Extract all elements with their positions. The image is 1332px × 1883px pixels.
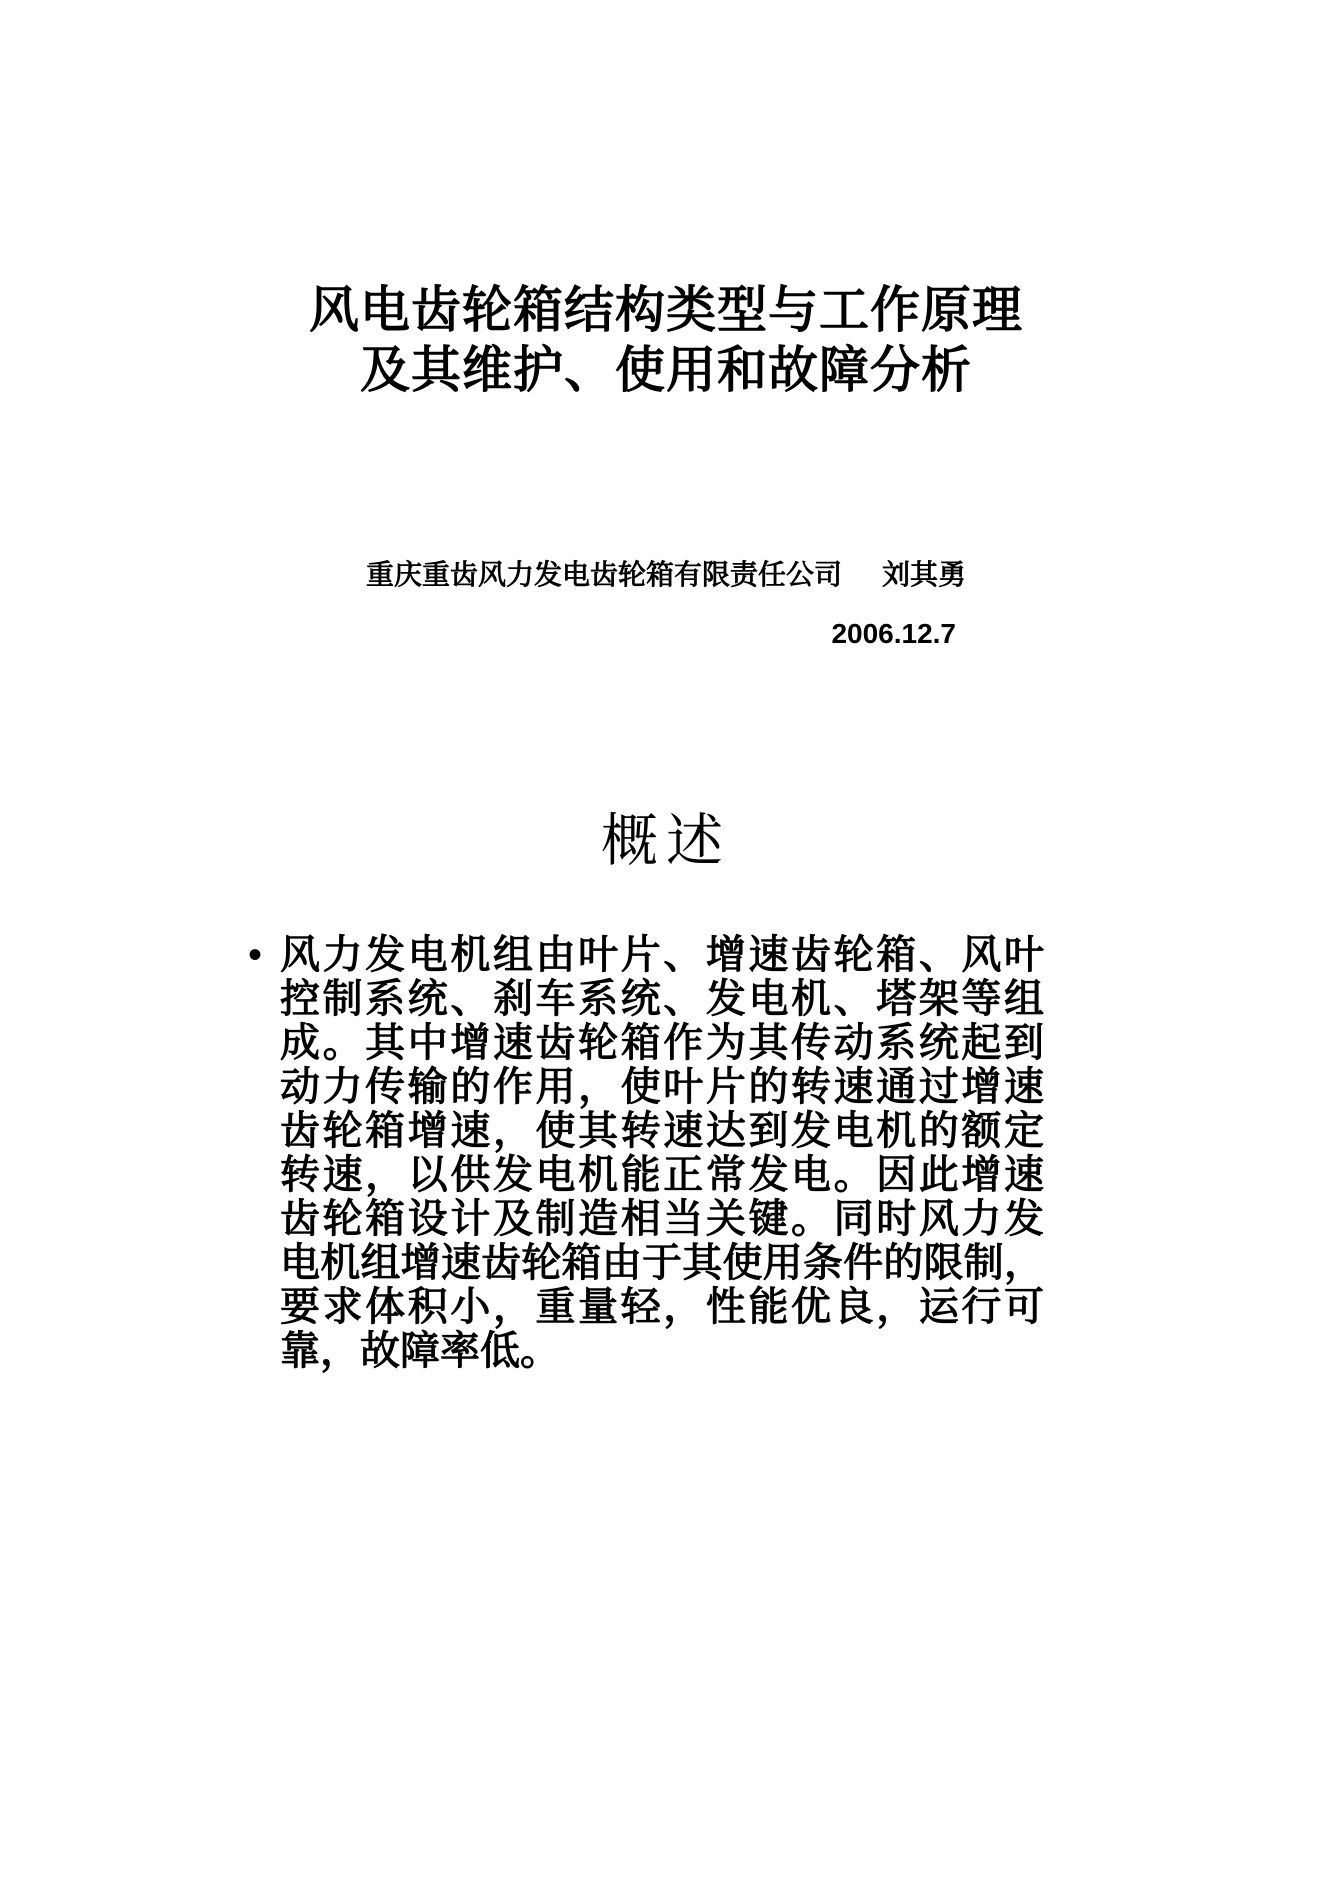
title-line-1: 风电齿轮箱结构类型与工作原理 <box>309 282 1023 338</box>
paragraph-line-9: 要求体积小，重量轻，性能优良，运行可 <box>280 1284 1044 1329</box>
paragraph-line-1: 风力发电机组由叶片、增速齿轮箱、风叶 <box>280 932 1044 977</box>
overview-section <box>0 807 1332 1373</box>
overview-paragraph <box>280 933 1044 1373</box>
bullet-marker: • <box>248 932 263 977</box>
paragraph-line-10: 靠，故障率低。 <box>280 1328 560 1373</box>
byline <box>366 558 966 652</box>
paragraph-line-6: 转速，以供发电机能正常发电。因此增速 <box>280 1152 1044 1197</box>
paragraph-line-8: 电机组增速齿轮箱由于其使用条件的限制， <box>280 1240 1044 1285</box>
title-line-2: 及其维护、使用和故障分析 <box>360 342 972 398</box>
paragraph-line-4: 动力传输的作用，使叶片的转速通过增速 <box>280 1064 1044 1109</box>
byline-row <box>366 558 966 594</box>
paragraph-line-3: 成。其中增速齿轮箱作为其传动系统起到 <box>280 1020 1044 1065</box>
author-name: 刘其勇 <box>882 560 967 591</box>
document-title <box>0 280 1332 400</box>
presentation-date: 2006.12.7 <box>831 618 957 649</box>
paragraph-line-5: 齿轮箱增速，使其转速达到发电机的额定 <box>280 1108 1044 1153</box>
paragraph-line-2: 控制系统、刹车系统、发电机、塔架等组 <box>280 976 1044 1021</box>
overview-heading: 概述 <box>601 810 731 873</box>
title-section <box>0 0 1332 652</box>
paragraph-line-7: 齿轮箱设计及制造相当关键。同时风力发 <box>280 1196 1044 1241</box>
overview-bullet-item <box>0 933 1332 1373</box>
company-name: 重庆重齿风力发电齿轮箱有限责任公司 <box>365 560 842 591</box>
